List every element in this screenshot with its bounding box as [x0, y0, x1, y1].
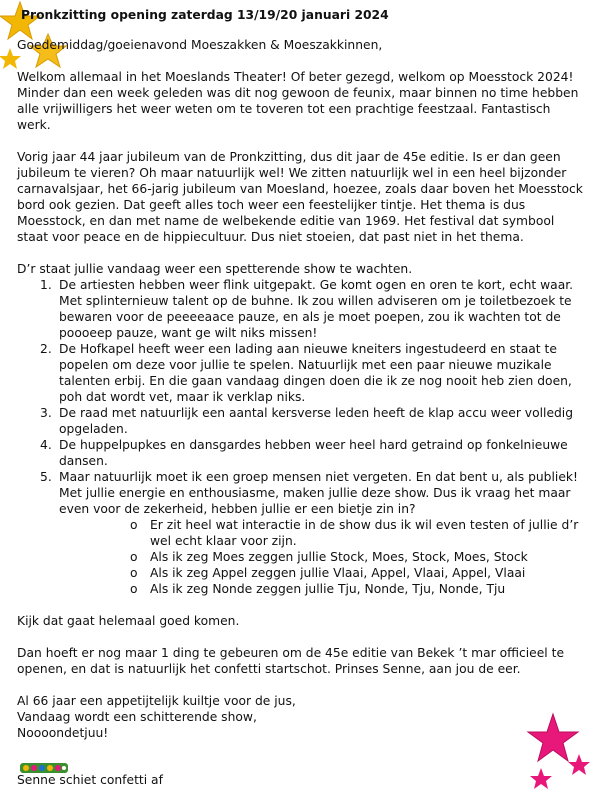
bullet-icon: o: [130, 550, 138, 564]
closing-line: Al 66 jaar een appetijtelijk kuiltje voor de jus,: [17, 694, 296, 708]
list-item-text: De artiesten hebben weer flink uitgepakt. Ge komt ogen en oren te kort, echt waar. Met splinternieuw talent op de buhne. Ik zou willen adviseren om je toiletbezoek te bewaren voor de peeeeaace pauze, en als je moet poepen, zou ik wachten tot de poooeep pauze, want ge wilt niks missen!: [59, 278, 574, 340]
bullet-icon: o: [130, 566, 138, 580]
signoff-line: Senne schiet confetti af: [17, 773, 163, 787]
list-item: [17, 277, 585, 341]
bullet-icon: o: [130, 582, 138, 596]
list-item-text: De Hofkapel heeft weer een lading aan nieuwe kneiters ingestudeerd en staat te popelen om deze voor jullie te spelen. Natuurlijk met een paar nieuwe muzikale talenten erbij. En die gaan vandaag dingen doen die ik ze nog nooit heb zien doen, poh dat wordt vet, maar ik verklap niks.: [59, 342, 572, 404]
paragraph-check: Kijk dat gaat helemaal goed komen.: [17, 614, 240, 628]
page-title: Pronkzitting opening zaterdag 13/19/20 januari 2024: [21, 8, 389, 22]
bullet-icon: o: [130, 518, 138, 532]
paragraph-jubileum: Vorig jaar 44 jaar jubileum van de Pronkzitting, dus dit jaar de 45e editie. Is er dan geen jubileum te vieren? Oh maar natuurlijk wel! We zitten natuurlijk wel in een heel bijzonder carnavalsjaar, het 66-jarig jubileum van Moesland, hoezee, zoals daar boven het Moesstock bord ook gezien. Dat geeft alles toch weer een feestelijker tintje. Het thema is dus Moesstock, en dan met name de welbekende editie van 1969. Het festival dat symbool staat voor peace en de hippiecultuur. Dus niet stoeien, dat past niet in het thema.: [17, 150, 583, 244]
sub-list-item: [126, 565, 585, 581]
list-number: 5.: [40, 470, 52, 484]
list-number: 4.: [40, 438, 52, 452]
numbered-list: [17, 277, 585, 597]
list-item: [17, 469, 585, 597]
list-number: 2.: [40, 342, 52, 356]
sub-list-item: [126, 581, 585, 597]
sub-list-item: [126, 517, 585, 549]
paragraph-welcome: Welkom allemaal in het Moeslands Theater! Of beter gezegd, welkom op Moesstock 2024! Minder dan een week geleden was dit nog gewoon de feunix, maar binnen no time hebben alle vrijwilligers het weer weten om te toveren tot een prachtige feestzaal. Fantastisch werk.: [17, 70, 579, 132]
pink-star-icon: [568, 754, 590, 775]
closing-line: Noooondetjuu!: [17, 726, 109, 740]
list-number: 1.: [40, 278, 52, 292]
sub-list-item-text: Als ik zeg Nonde zeggen jullie Tju, Nonde, Tju, Nonde, Tju: [150, 582, 506, 596]
list-item: [17, 341, 585, 405]
pink-stars-decoration: [523, 710, 595, 794]
sub-list-item-text: Als ik zeg Moes zeggen jullie Stock, Moes, Stock, Moes, Stock: [150, 550, 528, 564]
list-item: [17, 405, 585, 437]
sub-list-item-text: Er zit heel wat interactie in de show dus ik wil even testen of jullie d’r wel echt klaar voor zijn.: [150, 518, 579, 548]
list-item-text: De huppelpupkes en dansgardes hebben weer heel hard getraind op fonkelnieuwe dansen.: [59, 438, 568, 468]
greeting: Goedemiddag/goeienavond Moeszakken & Moeszakkinnen,: [17, 38, 383, 52]
list-item: [17, 437, 585, 469]
list-item-text: Maar natuurlijk moet ik een groep mensen niet vergeten. En dat bent u, als publiek! Met jullie energie en enthousiasme, maken jullie deze show. Dus ik vraag het maar even voor de zekerheid, hebben jullie er een bietje zin in?: [59, 470, 578, 516]
paragraph-confetti: Dan hoeft er nog maar 1 ding te gebeuren om de 45e editie van Bekek ’t mar officieel te openen, en dat is natuurlijk het confetti startschot. Prinses Senne, aan jou de eer.: [17, 646, 565, 676]
pink-star-icon: [528, 714, 578, 761]
sub-list-item-text: Als ik zeg Appel zeggen jullie Vlaai, Appel, Vlaai, Appel, Vlaai: [150, 566, 526, 580]
sub-list-item: [126, 549, 585, 565]
sub-list: [59, 517, 585, 597]
list-intro: D’r staat jullie vandaag weer een spetterende show te wachten.: [17, 262, 413, 276]
closing-line: Vandaag wordt een schitterende show,: [17, 710, 257, 724]
pink-star-icon: [530, 768, 552, 789]
list-item-text: De raad met natuurlijk een aantal kersverse leden heeft de klap accu weer volledig opgeladen.: [59, 406, 574, 436]
list-number: 3.: [40, 406, 52, 420]
